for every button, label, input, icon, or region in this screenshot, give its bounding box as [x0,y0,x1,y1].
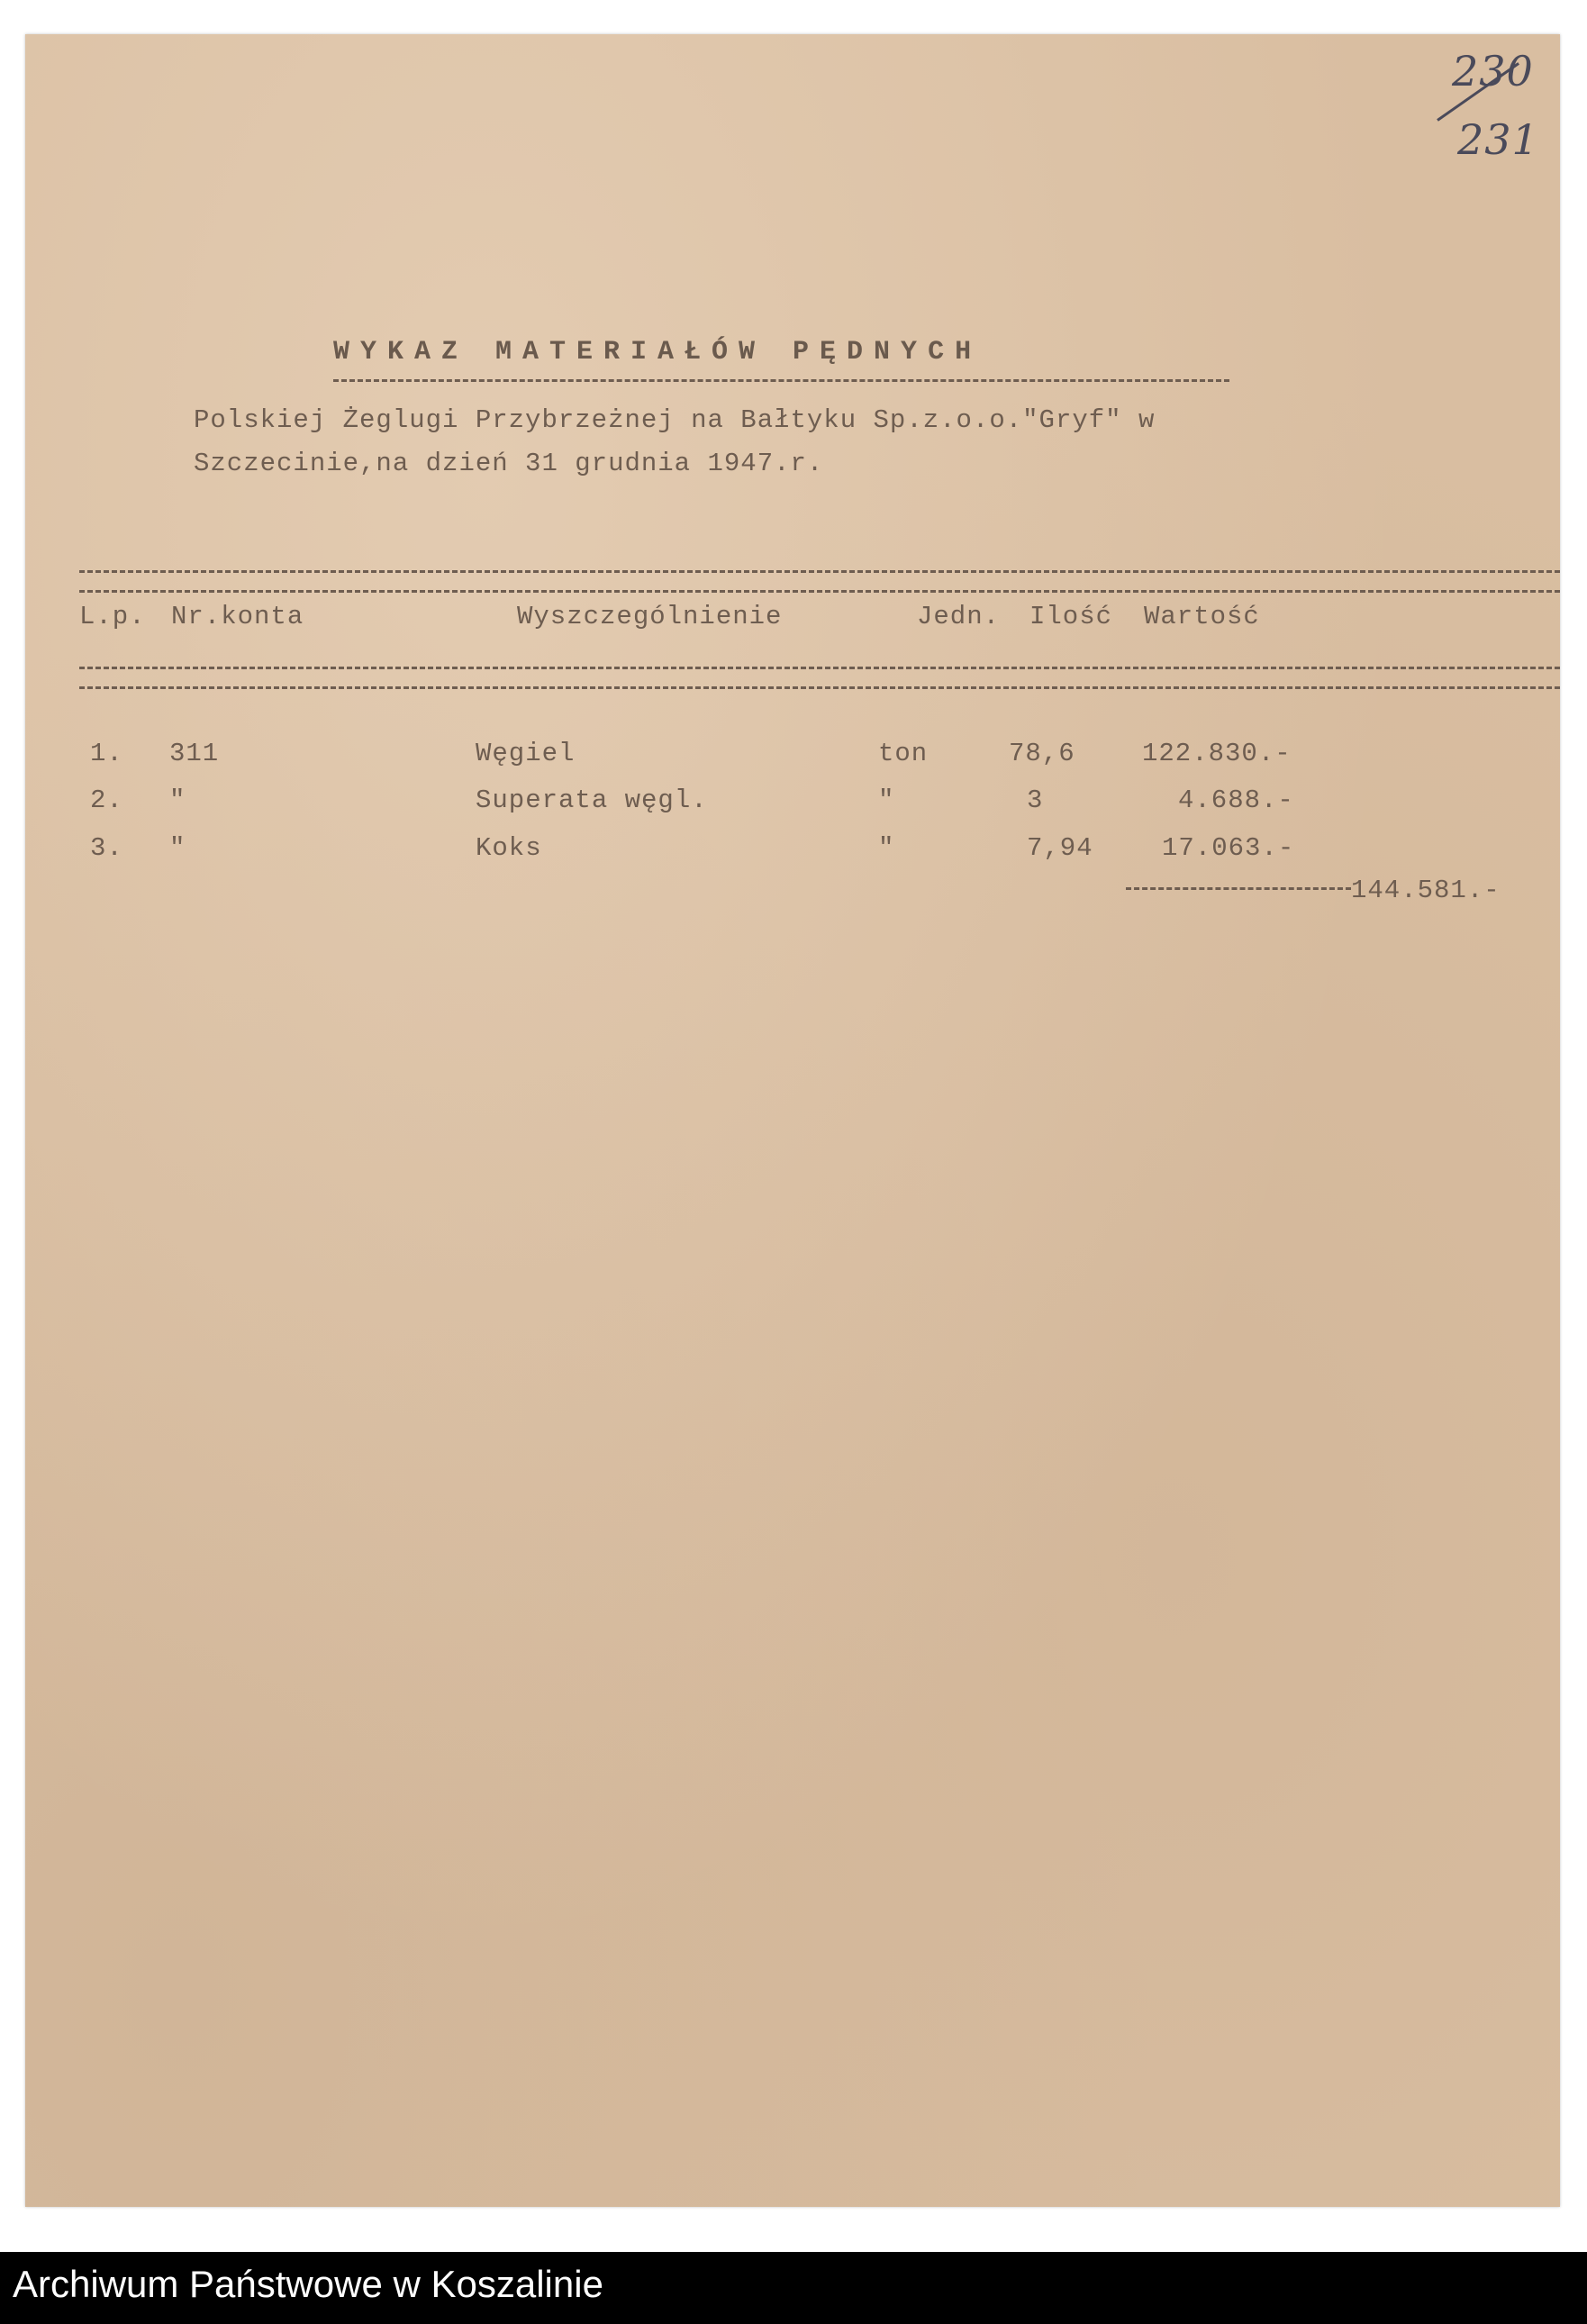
header-wyszczegolnienie: Wyszczególnienie [517,602,783,631]
page-number-old: 230 [1452,47,1534,95]
header-bottom-rule [79,667,1560,669]
header-nr-konta: Nr.konta [171,602,304,631]
row-1-lp: 1. [90,739,123,768]
archive-name: Archiwum Państwowe w Koszalinie [13,2263,603,2305]
header-ilosc: Ilość [1029,602,1113,631]
row-2-opis: Superata węgl. [476,785,708,815]
header-bottom-rule-2 [79,686,1560,689]
row-2-ilosc: 3 [1027,785,1044,815]
grand-total: 144.581.- [1351,876,1501,905]
row-3-jedn: " [878,833,895,863]
header-jedn: Jedn. [917,602,1001,631]
row-3-opis: Koks [476,833,542,863]
row-2-konto: " [169,785,186,815]
row-3-lp: 3. [90,833,123,863]
row-2-wartosc: 4.688.- [1178,785,1294,815]
row-1-opis: Węgiel [476,739,576,768]
row-2-lp: 2. [90,785,123,815]
row-3-wartosc: 17.063.- [1162,833,1295,863]
footer-bar [0,2252,1587,2324]
header-wartosc: Wartość [1144,602,1260,631]
row-3-konto: " [169,833,186,863]
row-2-jedn: " [878,785,895,815]
sum-underline [1126,887,1351,890]
page-number: 231 [1457,115,1539,164]
document-title: WYKAZ MATERIAŁÓW PĘDNYCH [333,337,983,368]
header-lp: L.p. [79,602,146,631]
document-subtitle-line1: Polskiej Żeglugi Przybrzeżnej na Bałtyku Sp.z.o.o."Gryf" w [194,405,1156,435]
title-underline [333,379,1229,382]
table-top-rule [79,570,1560,573]
row-3-ilosc: 7,94 [1027,833,1093,863]
row-1-jedn: ton [878,739,929,768]
row-1-wartosc: 122.830.- [1142,739,1292,768]
row-1-ilosc: 78,6 [1009,739,1075,768]
document-subtitle-line2: Szczecinie,na dzień 31 grudnia 1947.r. [194,449,824,478]
row-1-konto: 311 [169,739,220,768]
table-top-rule-2 [79,590,1560,593]
